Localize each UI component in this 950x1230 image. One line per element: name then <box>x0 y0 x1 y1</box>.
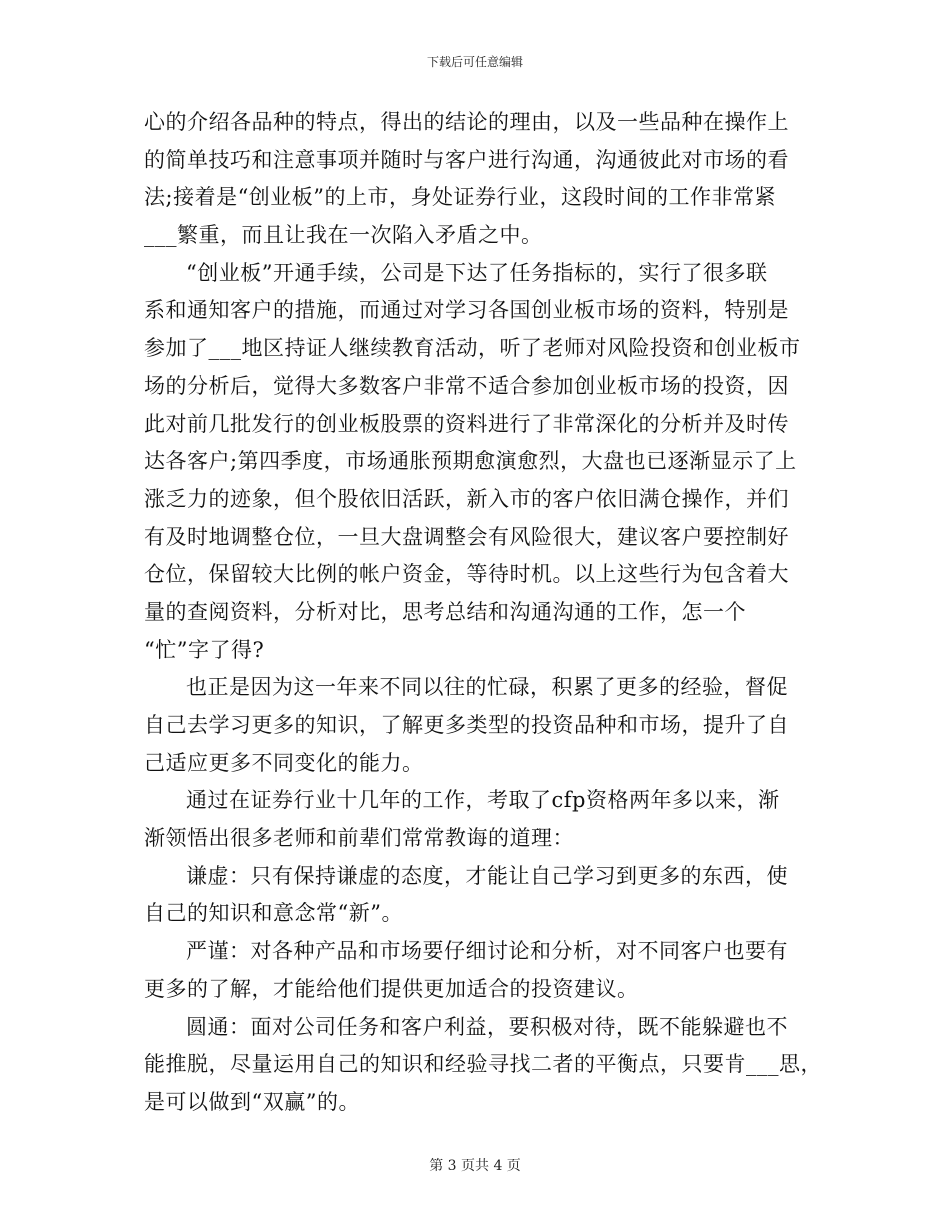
text-line: 谦虚：只有保持谦虚的态度，才能让自己学习到更多的东西，使 <box>186 863 788 888</box>
text-line: “忙”字了得? <box>144 637 265 662</box>
text-line: 严谨：对各种产品和市场要仔细讨论和分析，对不同客户也要有 <box>186 939 788 964</box>
text-line: 涨乏力的迹象，但个股依旧活跃，新入市的客户依旧满仓操作，并们 <box>144 486 789 511</box>
page-number-footer: 第 3 页共 4 页 <box>429 1158 521 1174</box>
text-line: 圆通：面对公司任务和客户利益，要积极对待，既不能躲避也不 <box>186 1014 788 1039</box>
text-line: 仓位，保留较大比例的帐户资金，等待时机。以上这些行为包含着大 <box>144 562 789 587</box>
text-line: 渐领悟出很多老师和前辈们常常教诲的道理： <box>144 826 574 851</box>
text-line: 己适应更多不同变化的能力。 <box>144 750 424 775</box>
text-line: “创业板”开通手续，公司是下达了任务指标的，实行了很多联 <box>186 260 768 285</box>
text-line: 自己去学习更多的知识，了解更多类型的投资品种和市场，提升了自 <box>144 713 789 737</box>
text-line: ___繁重，而且让我在一次陷入矛盾之中。 <box>144 223 543 248</box>
page-header: 下载后可任意编辑 <box>426 55 523 69</box>
text-line: 参加了___地区持证人继续教育活动，听了老师对风险投资和创业板市 <box>144 336 801 361</box>
text-line: 场的分析后，觉得大多数客户非常不适合参加创业板市场的投资，因 <box>144 373 789 398</box>
document-body <box>144 104 822 1122</box>
text-line: 通过在证券行业十几年的工作，考取了cfp资格两年多以来，渐 <box>186 788 780 813</box>
text-line: 系和通知客户的措施，而通过对学习各国创业板市场的资料，特别是 <box>144 298 789 323</box>
text-line: 有及时地调整仓位，一旦大盘调整会有风险很大，建议客户要控制好 <box>144 524 789 549</box>
text-line: 量的查阅资料，分析对比，思考总结和沟通沟通的工作，怎一个 <box>144 599 746 624</box>
text-line: 法;接着是“创业板”的上市，身处证券行业，这段时间的工作非常紧 <box>144 185 777 210</box>
text-line: 心的介绍各品种的特点，得出的结论的理由，以及一些品种在操作上 <box>144 110 789 134</box>
text-line: 能推脱，尽量运用自己的知识和经验寻找二者的平衡点，只要肯___思， <box>144 1052 822 1077</box>
text-line: 也正是因为这一年来不同以往的忙碌，积累了更多的经验，督促 <box>186 675 788 700</box>
text-line: 此对前几批发行的创业板股票的资料进行了非常深化的分析并及时传 <box>144 411 789 436</box>
text-line: 达各客户;第四季度，市场通胀预期愈演愈烈，大盘也已逐渐显示了上 <box>144 449 797 474</box>
text-line: 的简单技巧和注意事项并随时与客户进行沟通，沟通彼此对市场的看 <box>144 147 789 172</box>
text-line: 自己的知识和意念常“新”。 <box>144 901 403 926</box>
text-line: 更多的了解，才能给他们提供更加适合的投资建议。 <box>144 976 639 1001</box>
text-line: 是可以做到“双赢”的。 <box>144 1089 360 1114</box>
